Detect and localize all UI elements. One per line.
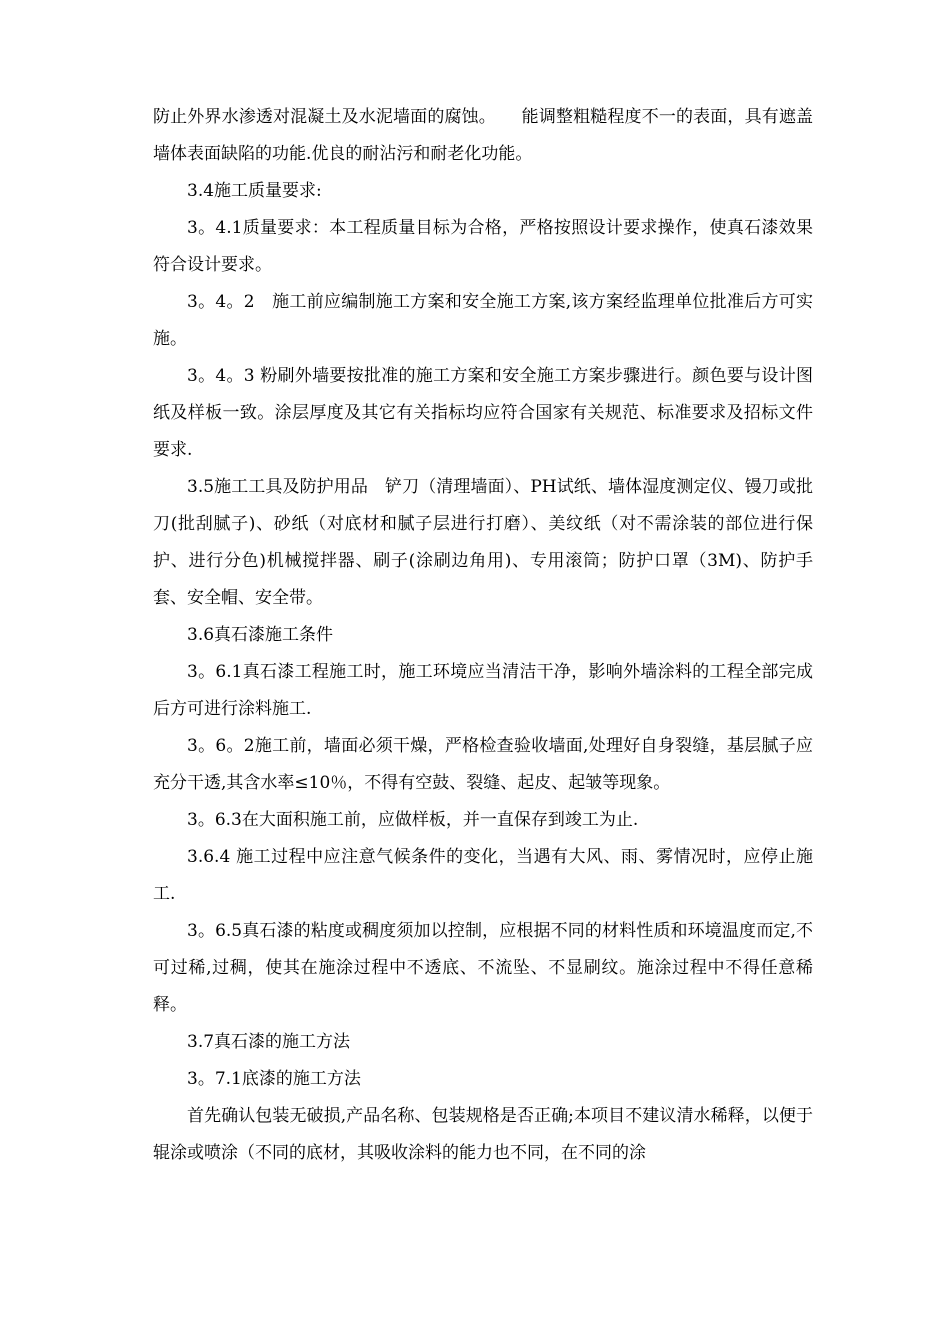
paragraph-waterproof-intro: 防止外界水渗透对混凝土及水泥墙面的腐蚀。 能调整粗糙程度不一的表面，具有遮盖墙体表面缺陷的功能.优良的耐沾污和耐老化功能。 — [153, 107, 813, 164]
paragraph-3-4-1: 3。4.1质量要求：本工程质量目标为合格，严格按照设计要求操作，使真石漆效果符合设计要求。 — [153, 218, 813, 275]
paragraph-3-5: 3.5施工工具及防护用品 铲刀（清理墙面）、PH试纸、墙体湿度测定仪、镘刀或批刀(批刮腻子)、砂纸（对底材和腻子层进行打磨）、美纹纸（对不需涂装的部位进行保护、进行分色)机械搅拌器、刷子(涂刷边角用)、专用滚筒；防护口罩（3M)、防护手套、安全帽、安全带。 — [153, 477, 813, 608]
paragraph-3-6-5: 3。6.5真石漆的粘度或稠度须加以控制，应根据不同的材料性质和环境温度而定,不可过稀,过稠，使其在施涂过程中不透底、不流坠、不显刷纹。施涂过程中不得任意稀释。 — [153, 921, 813, 1015]
paragraph-3-4-2: 3。4。2 施工前应编制施工方案和安全施工方案,该方案经监理单位批准后方可实施。 — [153, 292, 813, 349]
paragraph-3-6-2: 3。6。2施工前，墙面必须干燥，严格检查验收墙面,处理好自身裂缝，基层腻子应充分干透,其含水率≤10％，不得有空鼓、裂缝、起皮、起皱等现象。 — [153, 736, 813, 793]
paragraph-3-6-1: 3。6.1真石漆工程施工时，施工环境应当清洁干净，影响外墙涂料的工程全部完成后方可进行涂料施工. — [153, 662, 813, 719]
heading-3-7: 3.7真石漆的施工方法 — [187, 1032, 351, 1052]
paragraph-primer-method: 首先确认包装无破损,产品名称、包装规格是否正确;本项目不建议清水稀释，以便于辊涂或喷涂（不同的底材，其吸收涂料的能力也不同，在不同的涂 — [153, 1106, 813, 1163]
heading-3-4: 3.4施工质量要求: — [187, 181, 322, 201]
heading-3-6: 3.6真石漆施工条件 — [187, 625, 334, 645]
paragraph-3-6-4: 3.6.4 施工过程中应注意气候条件的变化，当遇有大风、雨、雾情况时，应停止施工. — [153, 847, 813, 904]
document-body — [153, 99, 813, 1172]
paragraph-3-4-3: 3。4。3 粉刷外墙要按批准的施工方案和安全施工方案步骤进行。颜色要与设计图纸及样板一致。涂层厚度及其它有关指标均应符合国家有关规范、标准要求及招标文件要求. — [153, 366, 813, 460]
heading-3-7-1: 3。7.1底漆的施工方法 — [187, 1069, 361, 1089]
paragraph-3-6-3: 3。6.3在大面积施工前，应做样板，并一直保存到竣工为止. — [187, 810, 639, 830]
